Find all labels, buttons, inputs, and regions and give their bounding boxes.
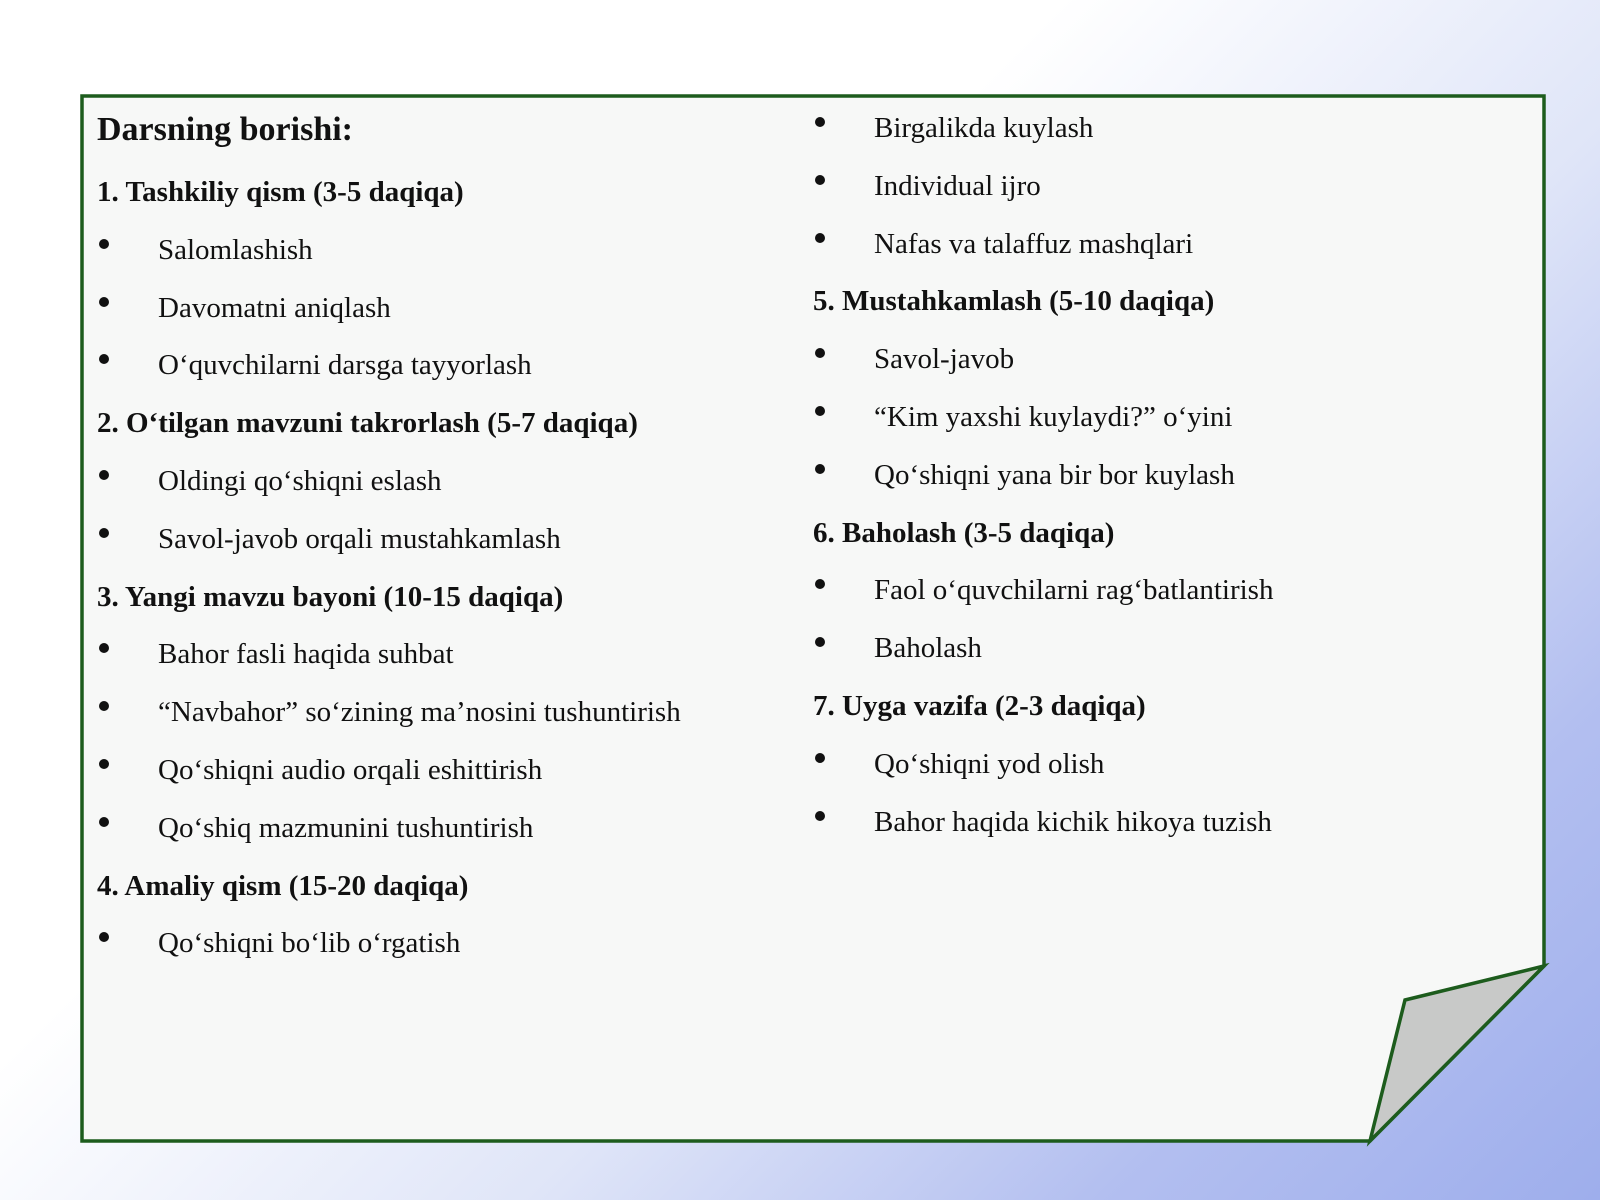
slide-title: Darsning borishi:	[97, 111, 353, 148]
bullet-icon	[99, 759, 109, 769]
bullet-icon	[815, 175, 825, 185]
bullet-icon	[815, 753, 825, 763]
list-item: Qo‘shiqni audio orqali eshittirish	[158, 754, 543, 786]
bullet-icon	[815, 464, 825, 474]
bullet-icon	[99, 470, 109, 480]
list-item: Baholash	[874, 632, 982, 665]
section-heading: 2. O‘tilgan mavzuni takrorlash (5-7 daqiqa)	[97, 407, 638, 440]
list-item: O‘quvchilarni darsga tayyorlash	[158, 349, 532, 382]
bullet-icon	[815, 811, 825, 821]
list-item: Qo‘shiq mazmunini tushuntirish	[158, 811, 534, 844]
list-item: Davomatni aniqlash	[158, 291, 391, 324]
list-item: Bahor fasli haqida suhbat	[158, 638, 454, 671]
section-heading: 5. Mustahkamlash (5-10 daqiqa)	[813, 285, 1215, 318]
bullet-icon	[99, 297, 109, 307]
bullet-icon	[815, 406, 825, 416]
section-heading: 3. Yangi mavzu bayoni (10-15 daqiqa)	[97, 580, 564, 613]
bullet-icon	[99, 817, 109, 827]
section-heading: 4. Amaliy qism (15-20 daqiqa)	[97, 869, 469, 902]
list-item: Savol-javob orqali mustahkamlash	[158, 522, 561, 555]
section-heading: 7. Uyga vazifa (2-3 daqiqa)	[813, 690, 1146, 722]
bullet-icon	[815, 117, 825, 127]
list-item: Qo‘shiqni bo‘lib o‘rgatish	[158, 927, 461, 960]
list-item: Savol-javob	[874, 343, 1015, 376]
list-item: Individual ijro	[874, 169, 1041, 202]
list-item: Qo‘shiqni yana bir bor kuylash	[874, 458, 1235, 491]
list-item: Faol o‘quvchilarni rag‘batlantirish	[874, 574, 1274, 607]
section-heading: 6. Baholash (3-5 daqiqa)	[813, 516, 1115, 549]
list-item: Qo‘shiqni yod olish	[874, 747, 1105, 780]
bullet-icon	[99, 528, 109, 538]
list-item: Birgalikda kuylash	[874, 112, 1094, 144]
list-item: Nafas va talaffuz mashqlari	[874, 227, 1194, 260]
list-item: “Kim yaxshi kuylaydi?” o‘yini	[874, 401, 1233, 433]
list-item: Salomlashish	[158, 233, 313, 266]
bullet-icon	[815, 233, 825, 243]
bullet-icon	[99, 239, 109, 249]
list-item: “Navbahor” so‘zining ma’nosini tushuntirish	[158, 696, 681, 729]
list-item: Oldingi qo‘shiqni eslash	[158, 465, 442, 497]
section-heading: 1. Tashkiliy qism (3-5 daqiqa)	[97, 176, 464, 208]
list-item: Bahor haqida kichik hikoya tuzish	[874, 805, 1272, 838]
